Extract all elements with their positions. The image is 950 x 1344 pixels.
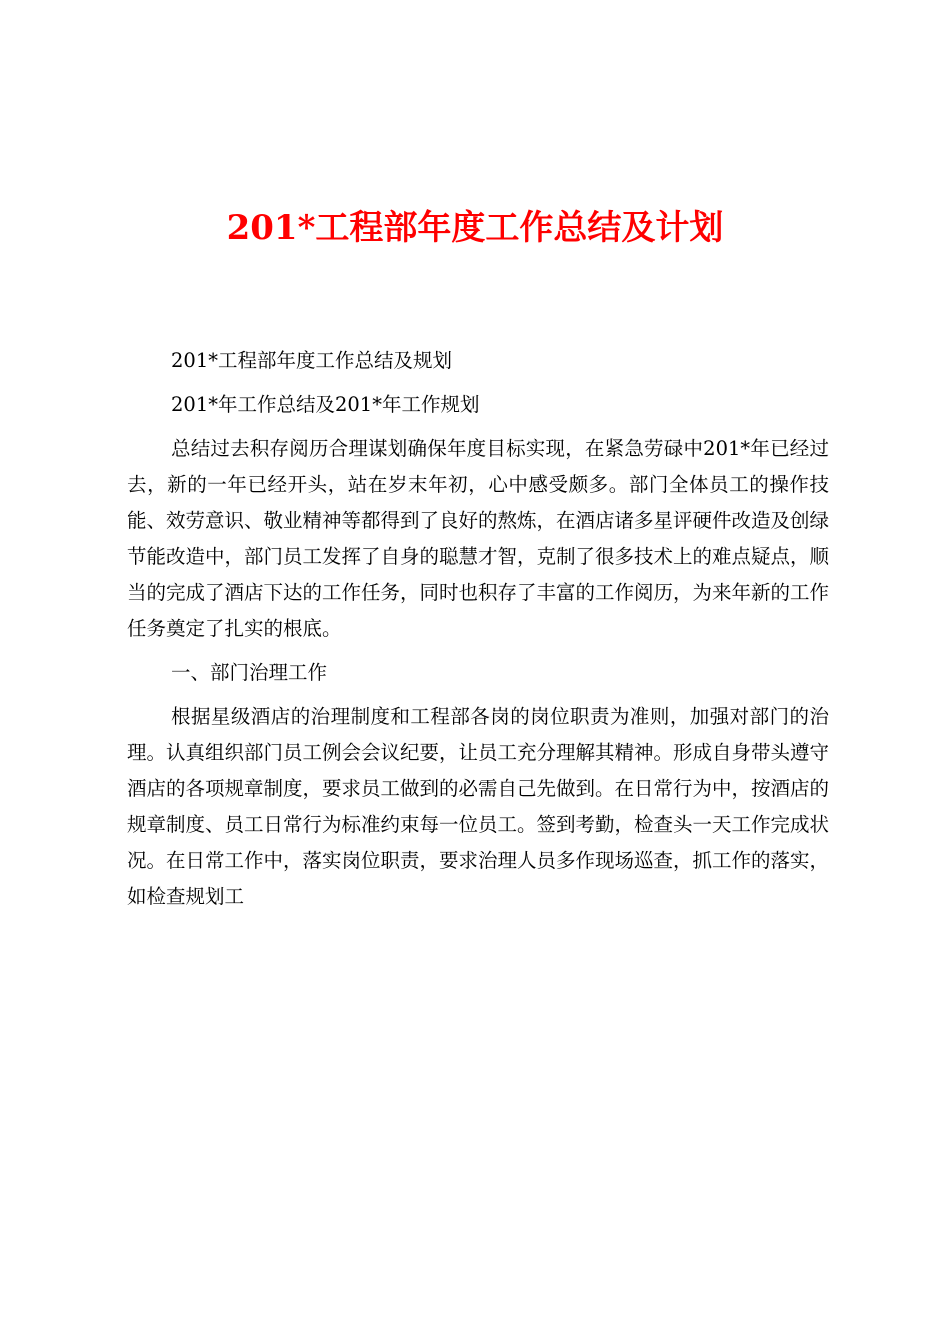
document-body [127, 343, 829, 923]
paragraph-subheading: 201*年工作总结及201*年工作规划 [171, 393, 480, 416]
document-title: 201*工程部年度工作总结及计划 [226, 208, 724, 248]
paragraph-management: 根据星级酒店的治理制度和工程部各岗的岗位职责为准则，加强对部门的治理。认真组织部门员工例会会议纪要，让员工充分理解其精神。形成自身带头遵守酒店的各项规章制度，要求员工做到的必需自己先做到。在日常行为中，按酒店的规章制度、员工日常行为标准约束每一位员工。签到考勤，检查头一天工作完成状况。在日常工作中，落实岗位职责，要求治理人员多作现场巡查，抓工作的落实，如检查规划工 [127, 705, 830, 908]
paragraph-summary: 总结过去积存阅历合理谋划确保年度目标实现，在紧急劳碌中201*年已经过去，新的一年已经开头，站在岁末年初，心中感受颇多。部门全体员工的操作技能、效劳意识、敬业精神等都得到了良好的熬炼，在酒店诸多星评硬件改造及创绿节能改造中，部门员工发挥了自身的聪慧才智，克制了很多技术上的难点疑点，顺当的完成了酒店下达的工作任务，同时也积存了丰富的工作阅历，为来年新的工作任务奠定了扎实的根底。 [127, 437, 830, 640]
section-heading-management: 一、部门治理工作 [171, 661, 328, 684]
paragraph-subtitle: 201*工程部年度工作总结及规划 [171, 349, 452, 372]
